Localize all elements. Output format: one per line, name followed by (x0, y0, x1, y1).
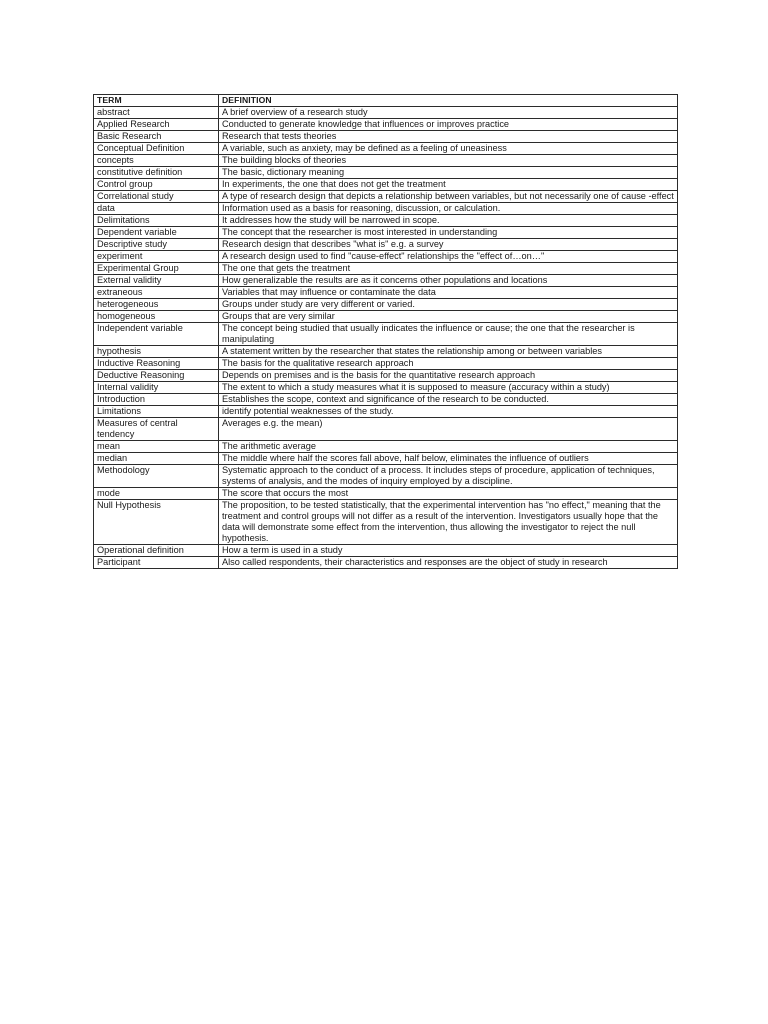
table-row (94, 119, 678, 131)
term-cell: Operational definition (94, 545, 219, 557)
table-row (94, 545, 678, 557)
definition-column-header: DEFINITION (219, 95, 678, 107)
definition-cell: The concept that the researcher is most interested in understanding (219, 227, 678, 239)
table-row (94, 179, 678, 191)
definition-cell: Conducted to generate knowledge that influences or improves practice (219, 119, 678, 131)
term-cell: abstract (94, 107, 219, 119)
table-row (94, 203, 678, 215)
term-cell: Internal validity (94, 382, 219, 394)
term-cell: homogeneous (94, 311, 219, 323)
term-cell: Conceptual Definition (94, 143, 219, 155)
table-row (94, 131, 678, 143)
definition-cell: Groups that are very similar (219, 311, 678, 323)
table-row (94, 488, 678, 500)
term-cell: Experimental Group (94, 263, 219, 275)
table-row (94, 418, 678, 441)
definition-cell: identify potential weaknesses of the study. (219, 406, 678, 418)
definition-cell: Research that tests theories (219, 131, 678, 143)
definition-cell: Systematic approach to the conduct of a process. It includes steps of procedure, application of techniques, systems of analysis, and the modes of inquiry employed by a discipline. (219, 465, 678, 488)
definition-cell: The extent to which a study measures what it is supposed to measure (accuracy within a study) (219, 382, 678, 394)
table-row (94, 191, 678, 203)
definition-cell: The concept being studied that usually indicates the influence or cause; the one that the researcher is manipulating (219, 323, 678, 346)
definition-cell: Groups under study are very different or varied. (219, 299, 678, 311)
term-cell: Applied Research (94, 119, 219, 131)
table-row (94, 557, 678, 569)
term-cell: Dependent variable (94, 227, 219, 239)
term-cell: Limitations (94, 406, 219, 418)
definition-cell: The score that occurs the most (219, 488, 678, 500)
term-cell: Participant (94, 557, 219, 569)
table-row (94, 441, 678, 453)
table-row (94, 167, 678, 179)
definition-cell: Depends on premises and is the basis for the quantitative research approach (219, 370, 678, 382)
table-row (94, 323, 678, 346)
definition-cell: How generalizable the results are as it concerns other populations and locations (219, 275, 678, 287)
definition-cell: Averages e.g. the mean) (219, 418, 678, 441)
definition-cell: Research design that describes "what is" e.g. a survey (219, 239, 678, 251)
table-row (94, 394, 678, 406)
table-row (94, 263, 678, 275)
table-row (94, 227, 678, 239)
table-row (94, 155, 678, 167)
definition-cell: The basic, dictionary meaning (219, 167, 678, 179)
table-row (94, 215, 678, 227)
table-row (94, 358, 678, 370)
definition-cell: Establishes the scope, context and significance of the research to be conducted. (219, 394, 678, 406)
table-header-row (94, 95, 678, 107)
term-cell: Deductive Reasoning (94, 370, 219, 382)
term-cell: Basic Research (94, 131, 219, 143)
definition-cell: A brief overview of a research study (219, 107, 678, 119)
glossary-table-body (94, 107, 678, 569)
table-row (94, 107, 678, 119)
table-row (94, 239, 678, 251)
term-cell: mean (94, 441, 219, 453)
term-cell: heterogeneous (94, 299, 219, 311)
term-cell: mode (94, 488, 219, 500)
term-cell: Null Hypothesis (94, 500, 219, 545)
term-cell: hypothesis (94, 346, 219, 358)
definition-cell: Information used as a basis for reasoning, discussion, or calculation. (219, 203, 678, 215)
term-cell: Control group (94, 179, 219, 191)
table-row (94, 143, 678, 155)
table-row (94, 453, 678, 465)
term-cell: External validity (94, 275, 219, 287)
definition-cell: A research design used to find "cause-effect" relationships the "effect of…on…" (219, 251, 678, 263)
table-row (94, 275, 678, 287)
table-row (94, 311, 678, 323)
definition-cell: The basis for the qualitative research approach (219, 358, 678, 370)
definition-cell: Variables that may influence or contaminate the data (219, 287, 678, 299)
definition-cell: In experiments, the one that does not get the treatment (219, 179, 678, 191)
table-row (94, 287, 678, 299)
term-cell: concepts (94, 155, 219, 167)
term-cell: median (94, 453, 219, 465)
definition-cell: The proposition, to be tested statistically, that the experimental intervention has "no effect," meaning that the treatment and control groups will not differ as a result of the intervention. Investigators usually hope that the data will demonstrate some effect from the intervention, thus allowing the investigator to reject the null hypothesis. (219, 500, 678, 545)
table-row (94, 346, 678, 358)
term-cell: Inductive Reasoning (94, 358, 219, 370)
table-row (94, 406, 678, 418)
term-column-header: TERM (94, 95, 219, 107)
definition-cell: The arithmetic average (219, 441, 678, 453)
term-cell: Delimitations (94, 215, 219, 227)
term-cell: constitutive definition (94, 167, 219, 179)
definition-cell: A variable, such as anxiety, may be defined as a feeling of uneasiness (219, 143, 678, 155)
definition-cell: The one that gets the treatment (219, 263, 678, 275)
term-cell: extraneous (94, 287, 219, 299)
term-cell: Measures of central tendency (94, 418, 219, 441)
definition-cell: The middle where half the scores fall above, half below, eliminates the influence of outliers (219, 453, 678, 465)
term-cell: Independent variable (94, 323, 219, 346)
table-row (94, 370, 678, 382)
table-row (94, 299, 678, 311)
term-cell: Descriptive study (94, 239, 219, 251)
definition-cell: Also called respondents, their characteristics and responses are the object of study in research (219, 557, 678, 569)
definition-cell: How a term is used in a study (219, 545, 678, 557)
term-cell: Correlational study (94, 191, 219, 203)
table-row (94, 382, 678, 394)
term-cell: Introduction (94, 394, 219, 406)
definition-cell: A statement written by the researcher that states the relationship among or between variables (219, 346, 678, 358)
term-cell: experiment (94, 251, 219, 263)
glossary-table (93, 94, 678, 569)
table-row (94, 251, 678, 263)
table-row (94, 465, 678, 488)
definition-cell: It addresses how the study will be narrowed in scope. (219, 215, 678, 227)
definition-cell: The building blocks of theories (219, 155, 678, 167)
definition-cell: A type of research design that depicts a relationship between variables, but not necessarily one of cause -effect (219, 191, 678, 203)
term-cell: Methodology (94, 465, 219, 488)
table-row (94, 500, 678, 545)
term-cell: data (94, 203, 219, 215)
